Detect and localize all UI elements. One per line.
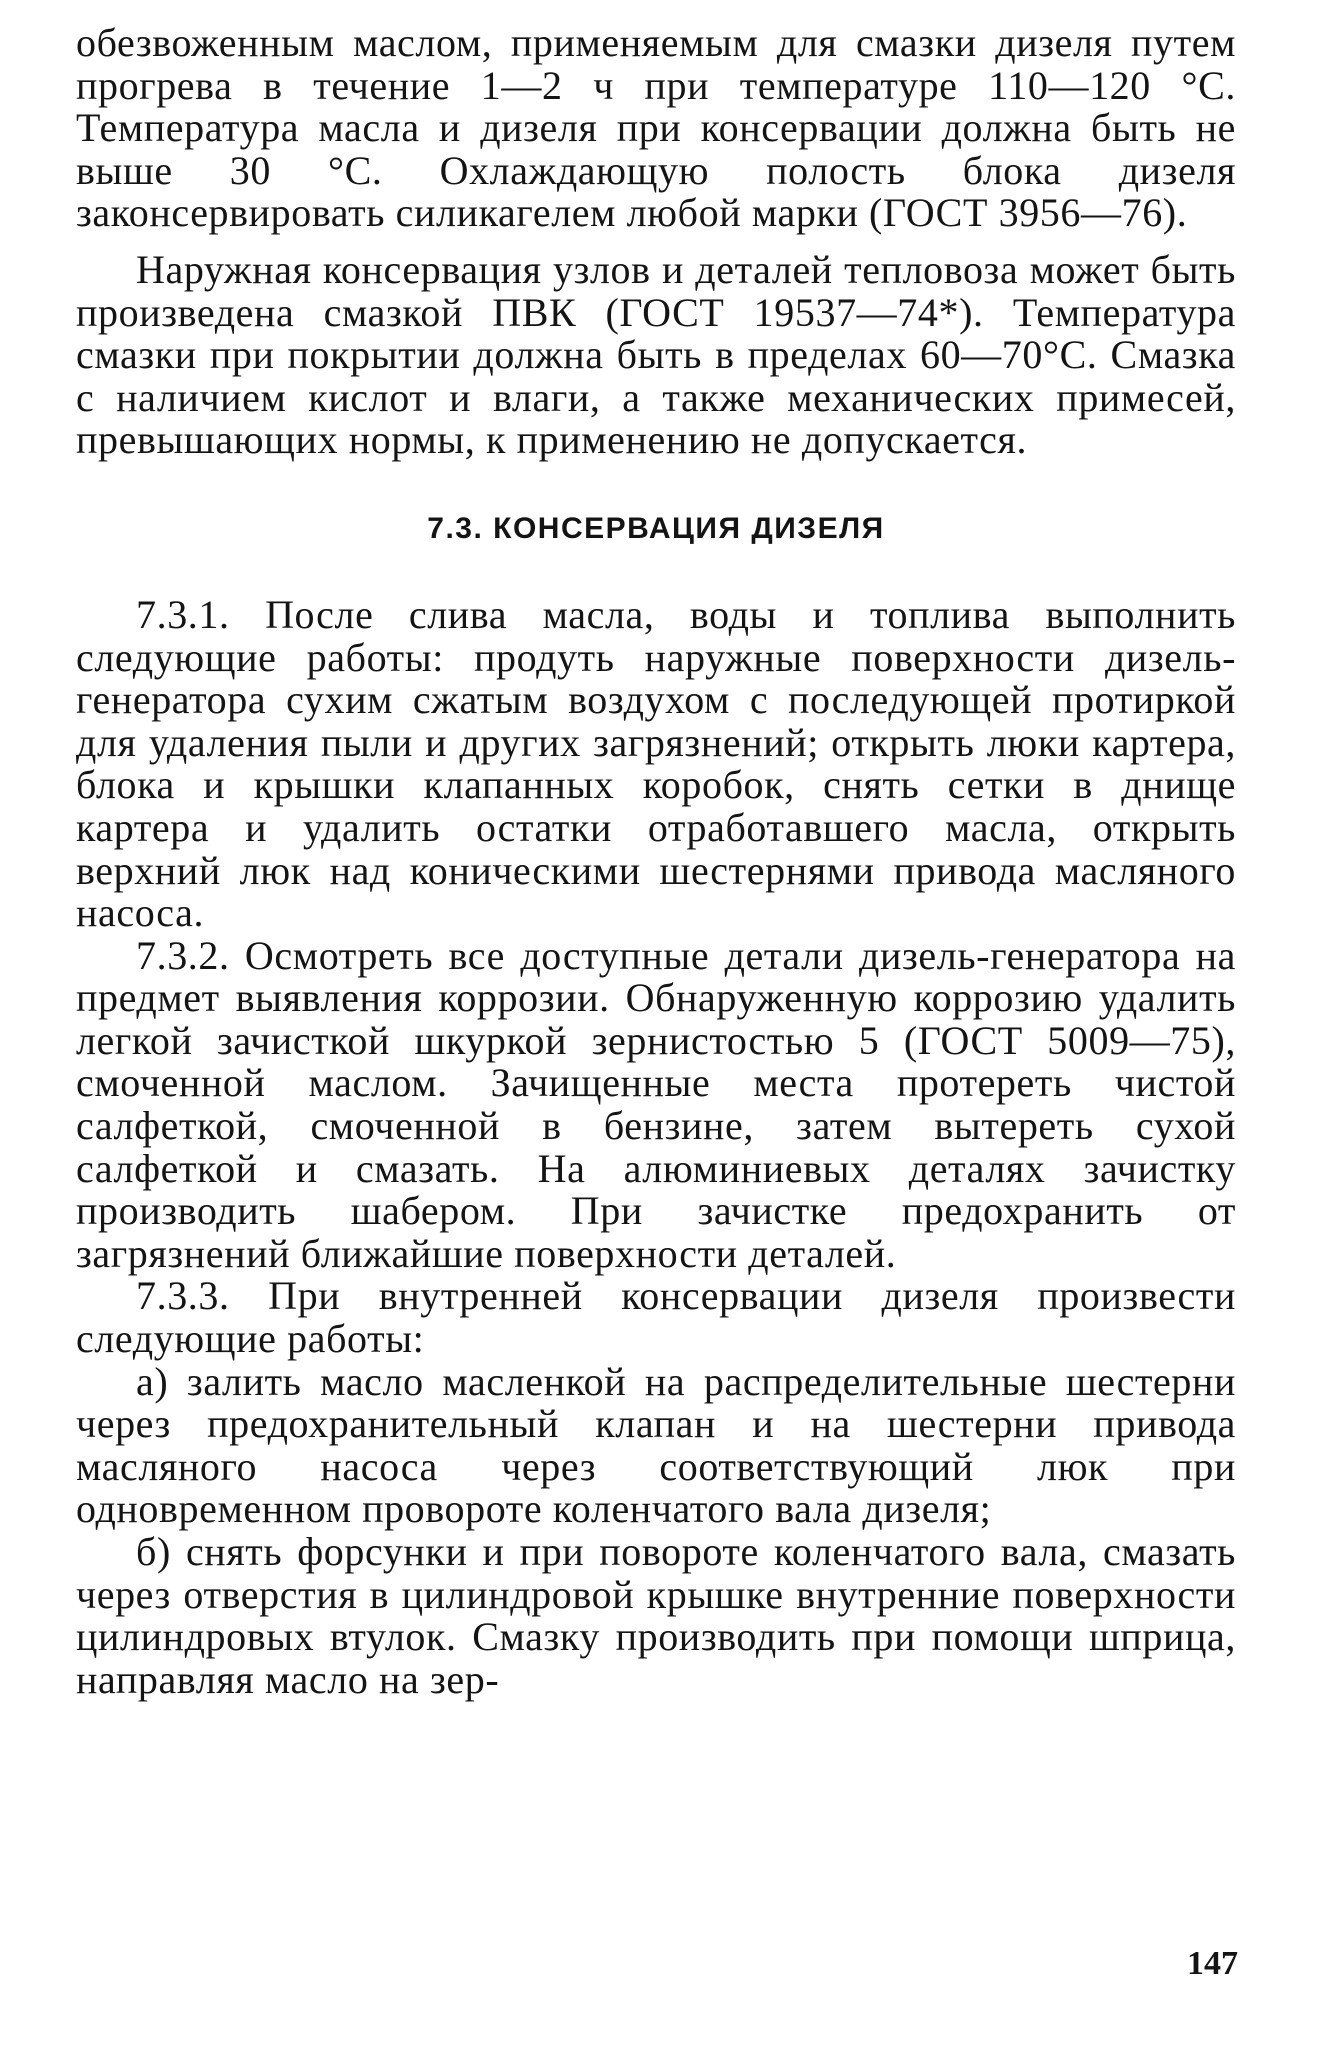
section-heading: 7.3. КОНСЕРВАЦИЯ ДИЗЕЛЯ	[427, 511, 885, 545]
paragraph-external-preservation: Наружная консервация узлов и деталей тепловоза может быть произведена смазкой ПВК (ГОСТ 19537—74*). Температура смазки при покрытии должна быть в пределах 60—70°С. Смазка с наличием кислот и влаги, а также механических примесей, превышающих нормы, к применению не допускается.	[76, 246, 1236, 463]
page-content	[76, 22, 1236, 1701]
paragraph-7-3-1: 7.3.1. После слива масла, воды и топлива выполнить следующие работы: продуть наружные поверхности дизель-генератора сухим сжатым воздухом с последующей протиркой для удаления пыли и других загрязнений; открыть люки картера, блока и крышки клапанных коробок, снять сетки в днище картера и удалить остатки отработавшего масла, открыть верхний люк над коническими шестернями привода масляного насоса.	[76, 591, 1236, 936]
paragraph-7-3-3: 7.3.3. При внутренней консервации дизеля произвести следующие работы:	[76, 1273, 1236, 1362]
paragraph-item-a: а) залить масло масленкой на распределительные шестерни через предохранительный клапан и на шестерни привода масляного насоса через соответствующий люк при одновременном провороте коленчатого вала дизеля;	[76, 1358, 1236, 1532]
paragraph-7-3-2: 7.3.2. Осмотреть все доступные детали дизель-генератора на предмет выявления коррозии. Обнаруженную коррозию удалить легкой зачисткой шкуркой зернистостью 5 (ГОСТ 5009—75), смоченной маслом. Зачищенные места протереть чистой салфеткой, смоченной в бензине, затем вытереть сухой салфеткой и смазать. На алюминиевых деталях зачистку производить шабером. При зачистке предохранить от загрязнений ближайшие поверхности деталей.	[76, 932, 1236, 1276]
paragraph-item-b: б) снять форсунки и при повороте коленчатого вала, смазать через отверстия в цилиндровой крышке внутренние поверхности цилиндровых втулок. Смазку производить при помощи шприца, направляя масло на зер-	[76, 1529, 1236, 1702]
paragraph-continuation: обезвоженным маслом, применяемым для смазки дизеля путем прогрева в течение 1—2 ч при температуре 110—120 °С. Температура масла и дизеля при консервации должна быть не выше 30 °С. Охлаждающую полость блока дизеля законсервировать силикагелем любой марки (ГОСТ 3956—76).	[76, 20, 1236, 236]
page-number: 147	[1187, 1945, 1238, 1982]
